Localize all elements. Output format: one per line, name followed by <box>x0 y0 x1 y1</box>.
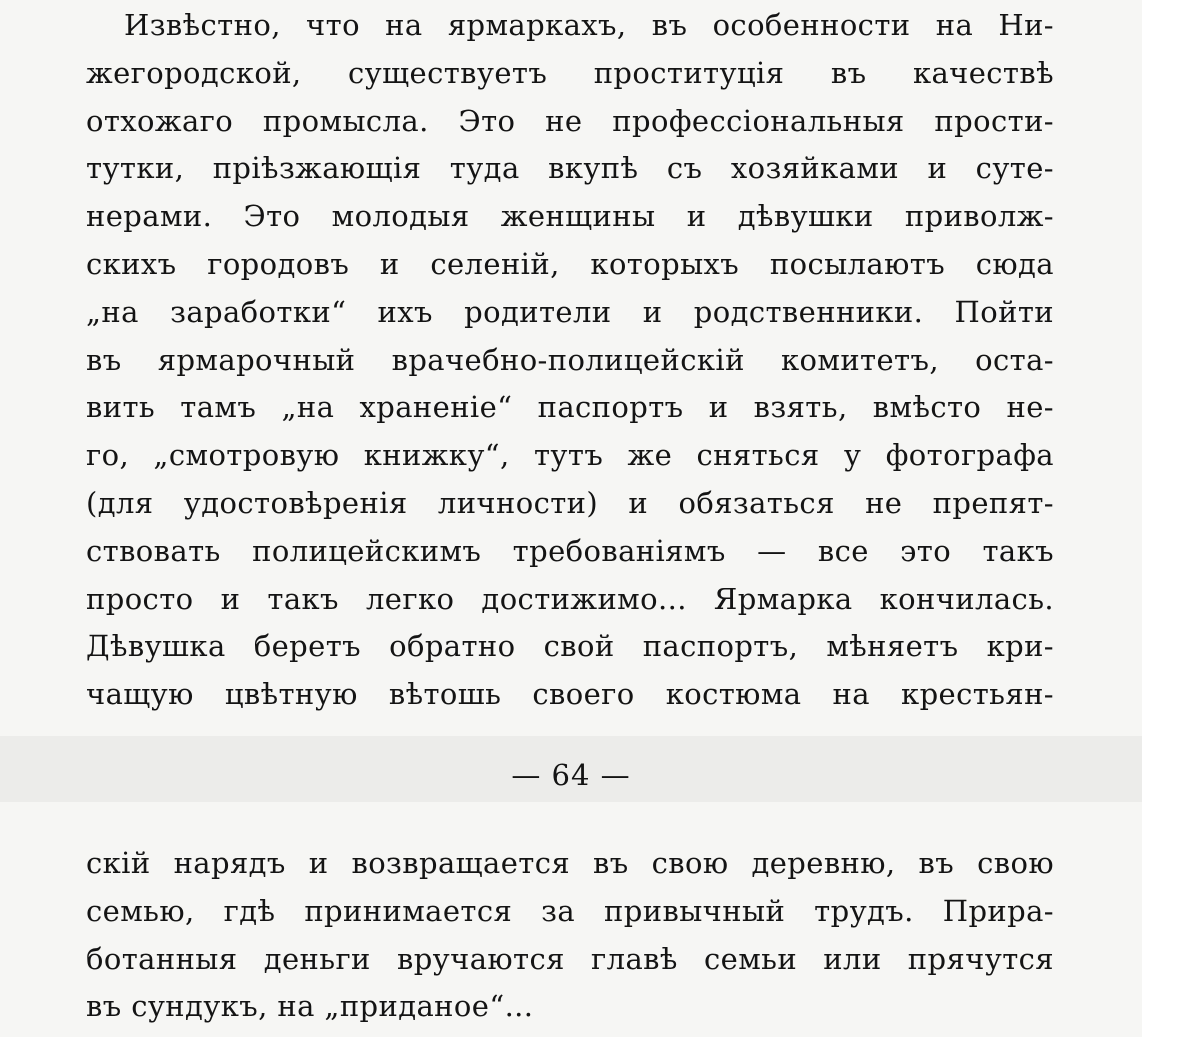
text-line: вить тамъ „на храненіе“ паспортъ и взять, вмѣсто не- <box>86 390 1054 425</box>
text-line: въ ярмарочный врачебно-полицейскій комитетъ, оста- <box>86 342 1054 377</box>
text-line: жегородской, существуетъ проституція въ качествѣ <box>86 55 1054 90</box>
text-line: отхожаго промысла. Это не профессіональныя прости- <box>86 103 1054 138</box>
text-line: семью, гдѣ принимается за привычный трудъ. Прира- <box>86 893 1054 928</box>
text-line: скій нарядъ и возвращается въ свою деревню, въ свою <box>86 846 1054 880</box>
text-line: „на заработки“ ихъ родители и родственники. Пойти <box>86 294 1054 329</box>
text-line: Дѣвушка беретъ обратно свой паспортъ, мѣняетъ кри- <box>86 629 1054 664</box>
page-margin <box>1142 0 1195 1037</box>
text-line: Извѣстно, что на ярмаркахъ, въ особенности на Ни- <box>124 8 1054 42</box>
text-line: скихъ городовъ и селеній, которыхъ посылаютъ сюда <box>86 246 1054 281</box>
text-block-top <box>86 2 1054 719</box>
text-line: ствовать полицейскимъ требованіямъ — все это такъ <box>86 533 1054 568</box>
text-line: просто и такъ легко достижимо... Ярмарка кончилась. <box>86 581 1054 616</box>
text-block-bottom <box>86 840 1054 1031</box>
text-line: (для удостовѣренія личности) и обязаться не препят- <box>86 485 1054 520</box>
text-line: нерами. Это молодыя женщины и дѣвушки приволж- <box>86 199 1054 234</box>
text-line: го, „смотровую книжку“, тутъ же сняться у фотографа <box>86 438 1054 473</box>
text-line: въ сундукъ, на „приданое“... <box>86 989 534 1024</box>
page-number: — 64 — <box>511 758 631 792</box>
text-line: чащую цвѣтную вѣтошь своего костюма на крестьян- <box>86 677 1054 712</box>
text-line: тутки, пріѣзжающія туда вкупѣ съ хозяйками и суте- <box>86 151 1054 186</box>
text-line: ботанныя деньги вручаются главѣ семьи или прячутся <box>86 941 1054 976</box>
